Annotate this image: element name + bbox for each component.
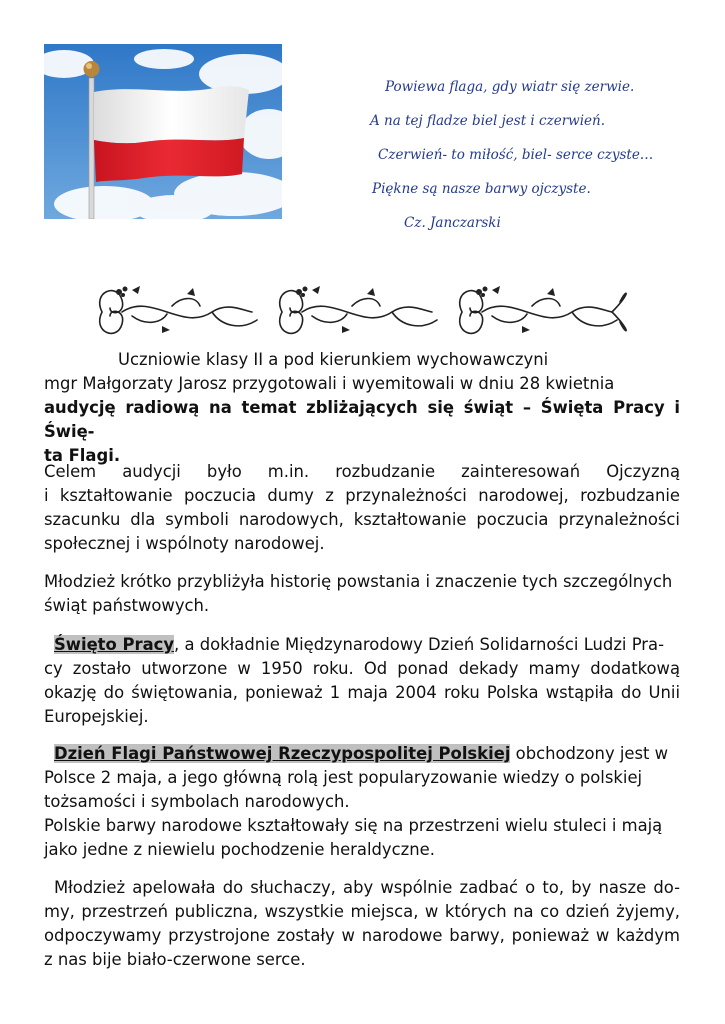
history-line-1: Młodzież krótko przybliżyła historię powstania i znaczenie tych szczególnych [44,572,673,591]
flagday-line-2: Polsce 2 maja, a jego główną rolą jest popularyzowanie wiedzy o polskiej [44,768,643,787]
goal-paragraph [44,460,680,556]
flag-day-title: Dzień Flagi Państwowej Rzeczypospolitej Polskiej [54,744,511,763]
flagday-line-3: tożsamości i symbolach narodowych. [44,792,350,811]
poem-line-2: A na tej fladze biel jest i czerwień. [370,113,606,129]
flagday-line-4: Polskie barwy narodowe kształtowały się na przestrzeni wielu stuleci i mają [44,816,663,835]
labour-line-1-rest: , a dokładnie Międzynarodowy Dzień Solidarności Ludzi Pra- [174,635,664,654]
labour-line-2: cy zostało utworzone w 1950 roku. Od ponad dekady mamy dodatkową [44,659,680,678]
poem-author: Cz. Janczarski [404,215,501,231]
labour-line-1 [44,633,680,657]
intro-line-2: mgr Małgorzaty Jarosz przygotowali i wyemitowali w dniu 28 kwietnia [44,374,615,393]
poem-line-1: Powiewa flaga, gdy wiatr się zerwie. [385,79,635,95]
flagday-line-1 [44,742,680,766]
flagday-line-5: jako jedne z niewielu pochodzenie heraldyczne. [44,840,435,859]
poem [0,0,725,260]
labour-line-3: okazję do świętowania, ponieważ 1 maja 2004 roku Polska wstąpiła do Unii [44,683,680,702]
intro-line-1: Uczniowie klasy II a pod kierunkiem wychowawczyni [118,350,549,369]
poem-line-3: Czerwień- to miłość, biel- serce czyste… [378,147,654,163]
goal-line-2: i kształtowanie poczucia dumy z przynależności narodowej, rozbudzanie [44,486,680,505]
goal-line-3: szacunku dla symboli narodowych, kształtowanie poczucia przynależności [44,510,680,529]
history-line-2: świąt państwowych. [44,596,210,615]
appeal-line-4: z nas bije biało-czerwone serce. [44,950,306,969]
ornamental-divider [92,282,632,342]
labour-line-4: Europejskiej. [44,707,149,726]
appeal-line-1: Młodzież apelowała do słuchaczy, aby wspólnie zadbać o to, by nasze do- [54,878,680,897]
appeal-line-2: my, przestrzeń publiczna, wszystkie miejsca, w których na co dzień żyjemy, [44,902,680,921]
intro-line-3: audycję radiową na temat zbliżających się świąt – Święta Pracy i Świę- [44,398,680,441]
poem-line-4: Piękne są nasze barwy ojczyste. [372,181,591,197]
intro-paragraph [44,348,680,468]
labour-day-paragraph [44,633,680,729]
labour-day-title: Święto Pracy [54,635,175,654]
appeal-line-3: odpoczywamy przystrojone zostały w narodowe barwy, ponieważ w każdym [44,926,680,945]
intro-line-4: ta Flagi. [44,446,121,465]
goal-line-1: Celem audycji było m.in. rozbudzanie zainteresowań Ojczyzną [44,462,680,481]
history-paragraph [44,570,680,618]
flagday-line-1-rest: obchodzony jest w [510,744,669,763]
appeal-paragraph [44,876,680,972]
goal-line-4: społecznej i wspólnoty narodowej. [44,534,325,553]
flag-day-paragraph [44,742,680,862]
